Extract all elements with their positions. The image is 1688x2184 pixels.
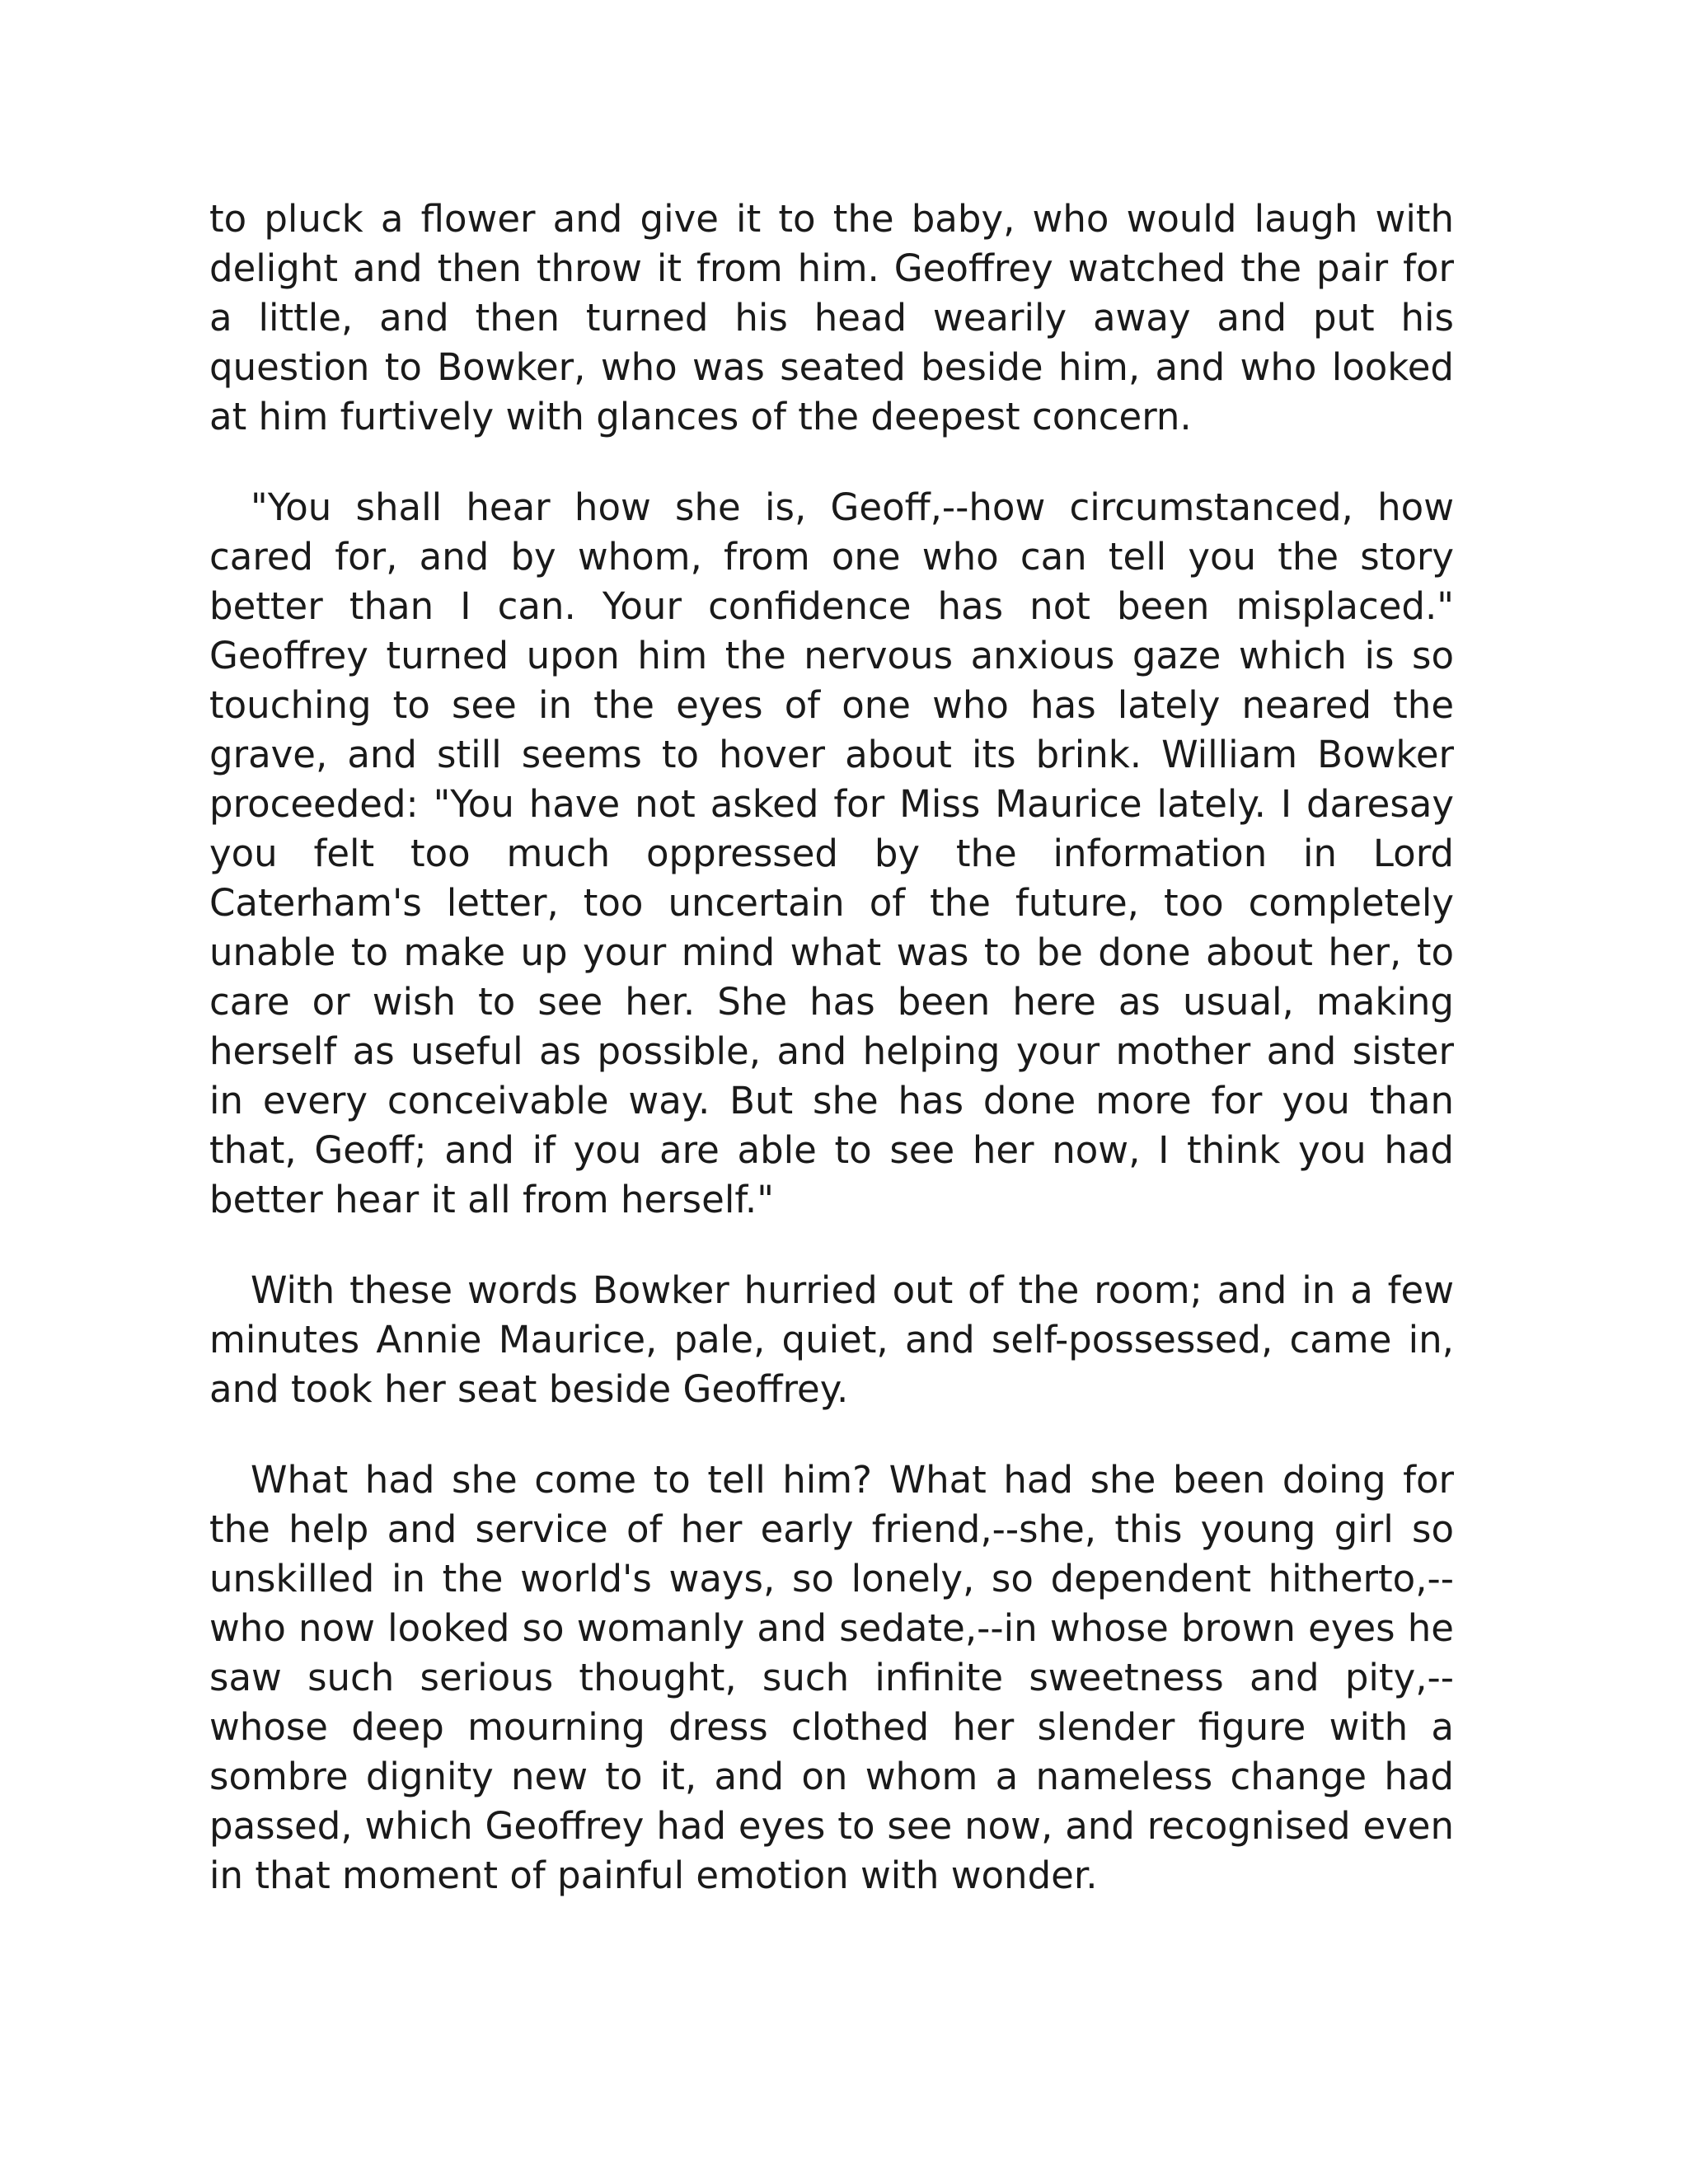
paragraph-2: "You shall hear how she is, Geoff,--how circumstanced, how cared for, and by whom, from one who can tell you the story better than I can. Your confidence has not been misplaced." Geoffrey turned upon him the nervous anxious gaze which is so touching to see in the eyes of one who has lately neared the grave, and still seems to hover about its brink. William Bowker proceeded: "You have not asked for Miss Maurice lately. I daresay you felt too much oppressed by the information in Lord Caterham's letter, too uncertain of the future, too completely unable to make up your mind what was to be done about her, to care or wish to see her. She has been here as usual, making herself as useful as possible, and helping your mother and sister in every conceivable way. But she has done more for you than that, Geoff; and if you are able to see her now, I think you had better hear it all from herself." [209, 485, 1454, 1221]
paragraph-1: to pluck a flower and give it to the baby, who would laugh with delight and then throw it from him. Geoffrey watched the pair for a little, and then turned his head wearily away and put his question to Bowker, who was seated beside him, and who looked at him furtively with glances of the deepest concern. [209, 197, 1454, 438]
paragraph-3: With these words Bowker hurried out of the room; and in a few minutes Annie Maurice, pale, quiet, and self-possessed, came in, and took her seat beside Geoffrey. [209, 1268, 1454, 1411]
paragraph-4: What had she come to tell him? What had she been doing for the help and service of her early friend,--she, this young girl so unskilled in the world's ways, so lonely, so dependent hitherto,--who now looked so womanly and sedate,--in whose brown eyes he saw such serious thought, such infinite sweetness and pity,--whose deep mourning dress clothed her slender figure with a sombre dignity new to it, and on whom a nameless change had passed, which Geoffrey had eyes to see now, and recognised even in that moment of painful emotion with wonder. [209, 1458, 1454, 1897]
page-body [209, 194, 1454, 1900]
